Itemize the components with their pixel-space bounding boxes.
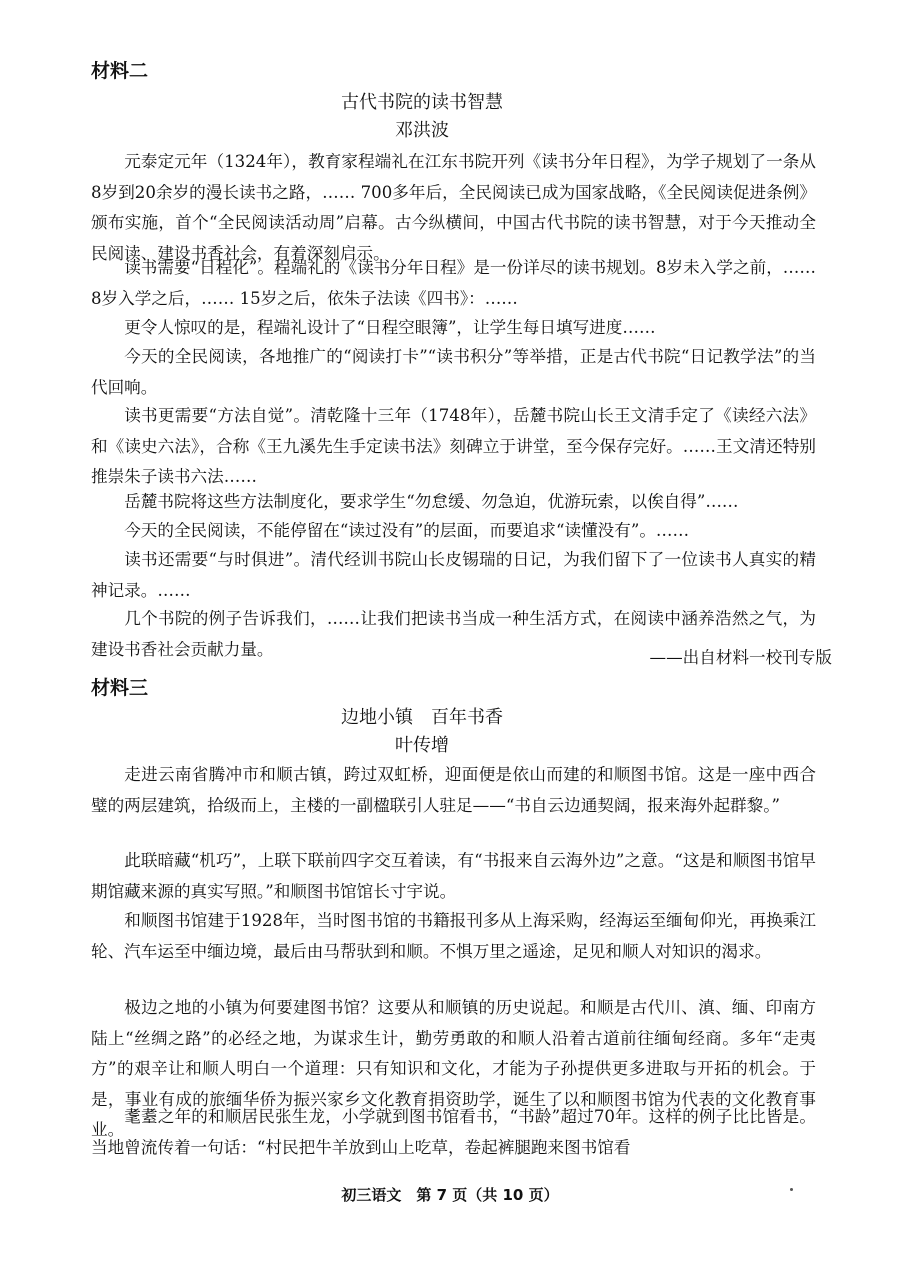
section3-paragraph: 极边之地的小镇为何要建图书馆？这要从和顺镇的历史说起。和顺是古代川、滇、缅、印南方陆上“丝绸之路”的必经之地，为谋求生计，勤劳勇敢的和顺人沿着古道前往缅甸经商。多年“走夷方”的艰辛让和顺人明白一个道理：只有知识和文化，才能为子孙提供更多进取与开拓的机会。于是，事业有成的旅缅华侨为振兴家乡文化教育捐资助学，诞生了以和顺图书馆为代表的文化教育事业。: [91, 998, 816, 1139]
section2-paragraph: 元泰定元年（1324年），教育家程端礼在江东书院开列《读书分年日程》，为学子规划了一条从8岁到20余岁的漫长读书之路，…… 700多年后，全民阅读已成为国家战略，《全民阅读促进条例》颁布实施，首个“全民阅读活动周”启幕。古今纵横间，中国古代书院的读书智慧，对于今天推动全民阅读、建设书香社会，有着深刻启示。: [91, 152, 816, 263]
section2-paragraph: 读书还需要“与时俱进”。清代经训书院山长皮锡瑞的日记，为我们留下了一位读书人真实的精神记录。……: [91, 550, 816, 600]
section3-paragraph: 耄耋之年的和顺居民张生龙，小学就到图书馆看书，“书龄”超过70年。这样的例子比比皆是。当地曾流传着一句话：“村民把牛羊放到山上吃草，卷起裤腿跑来图书馆看: [91, 1107, 816, 1157]
section2-paragraph: 今天的全民阅读，各地推广的“阅读打卡”“读书积分”等举措，正是古代书院“日记教学法”的当代回响。: [91, 347, 816, 397]
section2-paragraph: 读书更需要“方法自觉”。清乾隆十三年（1748年），岳麓书院山长王文清手定了《读经六法》和《读史六法》，合称《王九溪先生手定读书法》刻碑立于讲堂，至今保存完好。……王文清还特别推崇朱子读书六法……: [91, 406, 816, 486]
section2-author: 邓洪波: [395, 120, 449, 141]
section3-paragraph: 走进云南省腾冲市和顺古镇，跨过双虹桥，迎面便是依山而建的和顺图书馆。这是一座中西合璧的两层建筑，拾级而上，主楼的一副楹联引人驻足——“书自云边通契阔，报来海外起群黎。”: [91, 765, 816, 815]
section2-source: ——出自材料一校刊专版: [649, 648, 832, 667]
section3-author: 叶传增: [395, 735, 449, 756]
section2-paragraph: 更令人惊叹的是，程端礼设计了“日程空眼簿”，让学生每日填写进度……: [124, 318, 656, 337]
section3-paragraph: 此联暗藏“机巧”，上联下联前四字交互着读，有“书报来自云海外边”之意。“这是和顺图书馆早期馆藏来源的真实写照。”和顺图书馆馆长寸宇说。: [91, 851, 816, 901]
section3-paragraph: 和顺图书馆建于1928年，当时图书馆的书籍报刊多从上海采购，经海运至缅甸仰光，再换乘江轮、汽车运至中缅边境，最后由马帮驮到和顺。不惧万里之遥途，足见和顺人对知识的渴求。: [91, 911, 816, 961]
section2-title: 古代书院的读书智慧: [341, 92, 503, 113]
page-footer: 初三语文 第 7 页（共 10 页）: [341, 1186, 559, 1204]
section3-title: 边地小镇 百年书香: [341, 707, 503, 728]
section2-label: 材料二: [91, 60, 149, 82]
section2-paragraph: 几个书院的例子告诉我们，……让我们把读书当成一种生活方式，在阅读中涵养浩然之气，为建设书香社会贡献力量。: [91, 609, 816, 659]
section2-paragraph: 读书需要“日程化”。程端礼的《读书分年日程》是一份详尽的读书规划。8岁未入学之前，…… 8岁入学之后，…… 15岁之后，依朱子法读《四书》：……: [91, 258, 816, 308]
section2-paragraph: 今天的全民阅读，不能停留在“读过没有”的层面，而要追求“读懂没有”。……: [124, 521, 690, 540]
section3-label: 材料三: [91, 677, 149, 699]
section2-paragraph: 岳麓书院将这些方法制度化，要求学生“勿怠缓、勿急迫，优游玩索，以俟自得”……: [124, 492, 739, 511]
scan-dot: [790, 1188, 793, 1191]
